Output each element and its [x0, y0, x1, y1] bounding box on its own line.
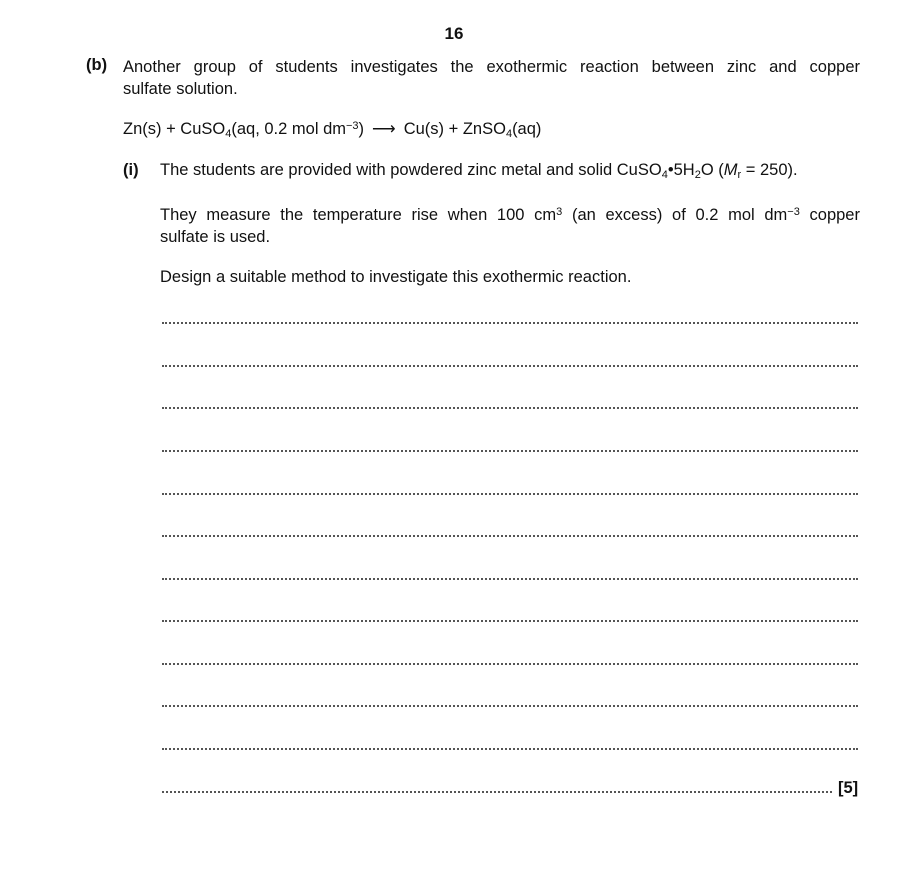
answer-line[interactable]	[162, 493, 858, 495]
page-number: 16	[444, 24, 464, 43]
answer-line[interactable]	[162, 365, 858, 367]
part-intro	[123, 56, 860, 100]
answer-line[interactable]	[162, 791, 832, 793]
design-prompt: Design a suitable method to investigate this exothermic reaction.	[160, 268, 632, 286]
part-label: (b)	[86, 56, 108, 74]
reaction-equation: Zn(s) + CuSO$_4$(aq, 0.2 mol $dm^{-3}$) ⟶ Cu(s) + ZnSO$_4$(aq)	[123, 120, 542, 140]
answer-line[interactable]	[162, 578, 858, 580]
intro-line-2: sulfate solution.	[123, 80, 238, 98]
eq-reactants: Zn(s) + CuSO	[123, 120, 226, 138]
answer-line[interactable]	[162, 407, 858, 409]
subpart-label: (i)	[123, 161, 139, 179]
eq-products: Cu(s) + ZnSO	[403, 120, 506, 138]
answer-line[interactable]	[162, 535, 858, 537]
reaction-arrow: ⟶	[372, 120, 396, 138]
intro-line-1: Another group of students investigates the exothermic reaction between zinc and copper	[123, 58, 860, 76]
provided-statement: The students are provided with powdered zinc metal and solid $CuSO_4•5H_2O$ $(M_r = 250)$.	[160, 161, 798, 181]
measure-statement: They measure the temperature rise when 100 $cm^3$ (an excess) of 0.2 mol $dm^{-3}$ copper sulfate is used.	[160, 206, 860, 246]
answer-line[interactable]	[162, 322, 858, 324]
marks-allocation: [5]	[838, 779, 859, 797]
answer-line[interactable]	[162, 620, 858, 622]
answer-line[interactable]	[162, 450, 858, 452]
answer-line[interactable]	[162, 663, 858, 665]
answer-line[interactable]	[162, 748, 858, 750]
answer-line[interactable]	[162, 705, 858, 707]
